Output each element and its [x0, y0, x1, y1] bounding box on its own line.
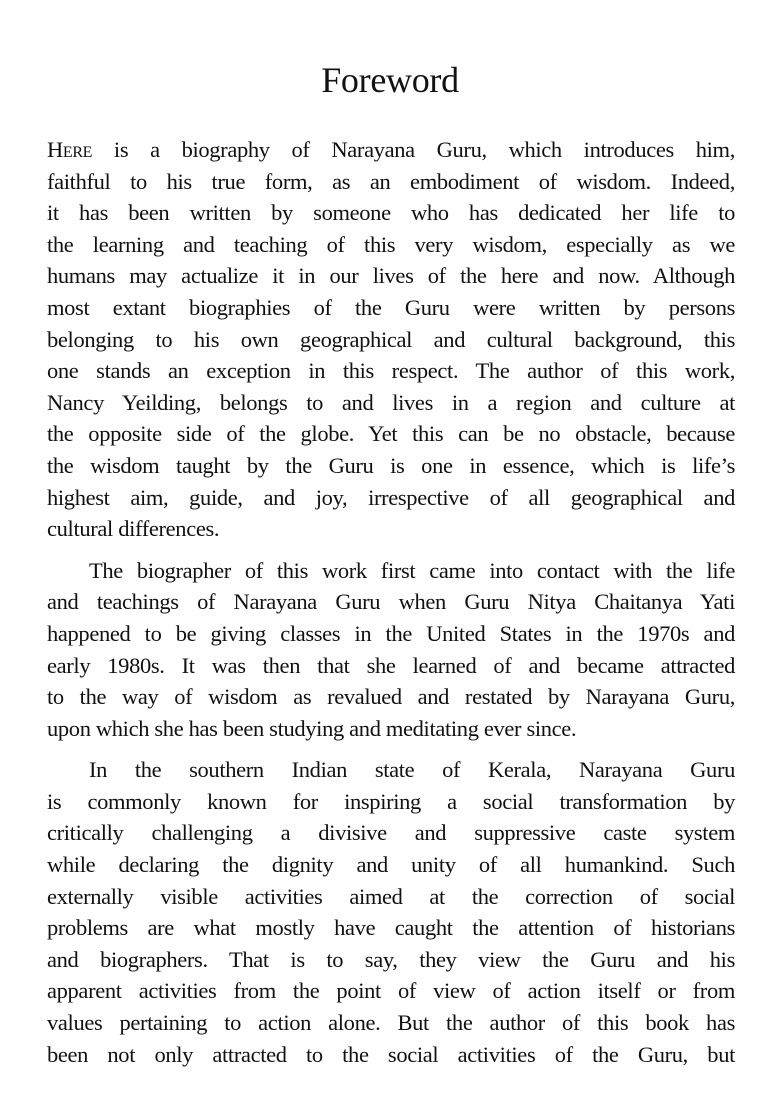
text-line: been not only attracted to the social activities of the Guru, but	[47, 1041, 735, 1067]
text-line: early 1980s. It was then that she learned of and became attracted	[47, 652, 735, 678]
text-line: problems are what mostly have caught the attention of historians	[47, 915, 735, 941]
text-line: and biographers. That is to say, they view the Guru and his	[47, 946, 735, 972]
text-line: apparent activities from the point of view of action itself or from	[47, 978, 735, 1004]
text-line: In the southern Indian state of Kerala, Narayana Guru	[89, 757, 735, 783]
text-line: externally visible activities aimed at the correction of social	[47, 883, 735, 909]
page-title: Foreword	[321, 60, 459, 100]
text-line: to the way of wisdom as revalued and restated by Narayana Guru,	[47, 684, 735, 710]
text-line: one stands an exception in this respect. The author of this work,	[47, 358, 735, 384]
text-line: humans may actualize it in our lives of the here and now. Although	[47, 263, 735, 289]
paragraph-2	[47, 555, 735, 745]
text-line: faithful to his true form, as an embodiment of wisdom. Indeed,	[47, 168, 735, 194]
text-line: while declaring the dignity and unity of all humankind. Such	[47, 852, 735, 878]
paragraph-gap	[47, 744, 735, 754]
text-line: the learning and teaching of this very wisdom, especially as we	[47, 231, 735, 257]
text-line: and teachings of Narayana Guru when Guru Nitya Chaitanya Yati	[47, 589, 735, 615]
paragraph-gap	[47, 545, 735, 555]
text-line: Nancy Yeilding, belongs to and lives in a region and culture at	[47, 389, 735, 415]
text-line: is commonly known for inspiring a social transformation by	[47, 788, 735, 814]
text-line: critically challenging a divisive and suppressive caste system	[47, 820, 735, 846]
paragraph-3	[47, 754, 735, 1070]
text-line: values pertaining to action alone. But the author of this book has	[47, 1010, 735, 1036]
text-line	[47, 134, 735, 166]
text-line: the wisdom taught by the Guru is one in essence, which is life’s	[47, 452, 735, 478]
text-line: happened to be giving classes in the United States in the 1970s and	[47, 620, 735, 646]
text-line: cultural differences.	[47, 516, 220, 542]
text-line: most extant biographies of the Guru were written by persons	[47, 294, 735, 320]
foreword-body	[47, 134, 735, 1070]
lead-word: Here	[47, 137, 93, 162]
text-line: belonging to his own geographical and cultural background, this	[47, 326, 735, 352]
text-line: the opposite side of the globe. Yet this can be no obstacle, because	[47, 421, 735, 447]
text-line: highest aim, guide, and joy, irrespective of all geographical and	[47, 484, 735, 510]
text-line: upon which she has been studying and meditating ever since.	[47, 715, 577, 741]
text-line: The biographer of this work first came into contact with the life	[89, 557, 735, 583]
text-line: it has been written by someone who has dedicated her life to	[47, 200, 735, 226]
text-span: is a biography of Narayana Guru, which introduces him,	[92, 137, 735, 162]
paragraph-1	[47, 134, 735, 545]
